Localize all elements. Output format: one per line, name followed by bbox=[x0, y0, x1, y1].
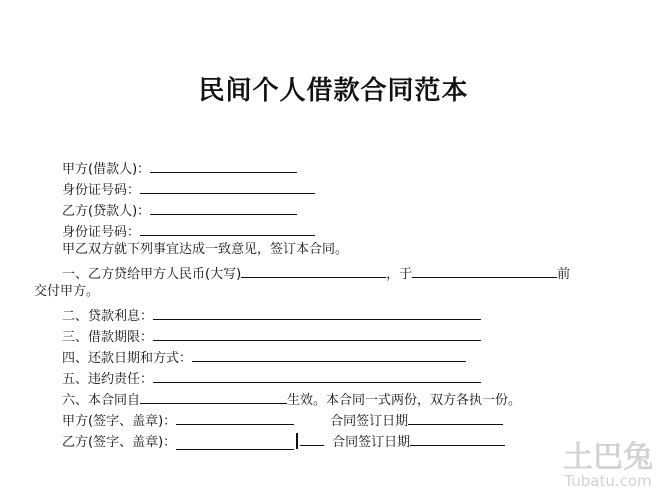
clause-1-line bbox=[62, 263, 570, 281]
liability-blank[interactable] bbox=[153, 368, 481, 383]
clause-6-rest: 生效。本合同一式两份，双方各执一份。 bbox=[287, 393, 522, 408]
id-b-line bbox=[62, 221, 315, 239]
party-a-blank[interactable] bbox=[150, 158, 297, 173]
term-blank[interactable] bbox=[153, 326, 481, 341]
clause-6-text: 六、本合同自 bbox=[62, 393, 141, 408]
watermark-logo bbox=[563, 440, 653, 490]
party-a-label: 甲方(借款人)： bbox=[62, 162, 151, 177]
sign-b-date-label: 合同签订日期 bbox=[332, 435, 411, 450]
sign-a-date-blank[interactable] bbox=[408, 410, 503, 425]
sign-a-date-label: 合同签订日期 bbox=[330, 414, 409, 429]
party-a-line bbox=[62, 158, 297, 176]
sign-b-label: 乙方(签字、盖章)： bbox=[62, 435, 177, 450]
clause-4-line bbox=[62, 347, 466, 365]
id-a-line bbox=[62, 179, 315, 197]
sign-a-label: 甲方(签字、盖章)： bbox=[62, 414, 177, 429]
watermark-main: 土巴兔 bbox=[563, 440, 653, 475]
watermark-sub: Tubatu.com bbox=[564, 472, 652, 490]
clause-3-line bbox=[62, 326, 481, 344]
clause-2-line bbox=[62, 305, 481, 323]
delivery-date-blank[interactable] bbox=[412, 263, 557, 278]
agreement-line: 甲乙双方就下列事宜达成一致意见，签订本合同。 bbox=[62, 242, 349, 257]
sign-b-line bbox=[62, 431, 505, 449]
id-b-blank[interactable] bbox=[140, 221, 315, 236]
sign-b-date-blank[interactable] bbox=[410, 431, 505, 446]
sign-a-line bbox=[62, 410, 503, 428]
clause-5-label: 五、违约责任： bbox=[62, 372, 154, 387]
party-b-label: 乙方(贷款人)： bbox=[62, 204, 151, 219]
id-a-label: 身份证号码： bbox=[62, 183, 141, 198]
amount-blank[interactable] bbox=[241, 263, 386, 278]
interest-blank[interactable] bbox=[153, 305, 481, 320]
sign-b-blank-tail[interactable] bbox=[300, 431, 324, 446]
clause-5-line bbox=[62, 368, 481, 386]
document-title: 民间个人借款合同范本 bbox=[198, 76, 469, 106]
party-b-blank[interactable] bbox=[150, 200, 297, 215]
clause-1-continued: 交付甲方。 bbox=[34, 284, 100, 299]
clause-1-mid: ，于 bbox=[386, 267, 413, 282]
text-cursor bbox=[296, 433, 298, 449]
effective-date-blank[interactable] bbox=[140, 389, 287, 404]
id-a-blank[interactable] bbox=[140, 179, 315, 194]
clause-6-line bbox=[62, 389, 521, 407]
clause-4-label: 四、还款日期和方式： bbox=[62, 351, 193, 366]
sign-b-blank[interactable] bbox=[176, 435, 294, 450]
clause-1-end: 前 bbox=[557, 267, 571, 282]
id-b-label: 身份证号码： bbox=[62, 225, 141, 240]
clause-2-label: 二、贷款利息： bbox=[62, 309, 154, 324]
clause-1-text: 一、乙方贷给甲方人民币(大写) bbox=[62, 267, 242, 282]
party-b-line bbox=[62, 200, 297, 218]
repayment-blank[interactable] bbox=[192, 347, 466, 362]
clause-3-label: 三、借款期限： bbox=[62, 330, 154, 345]
sign-a-blank[interactable] bbox=[176, 410, 294, 425]
